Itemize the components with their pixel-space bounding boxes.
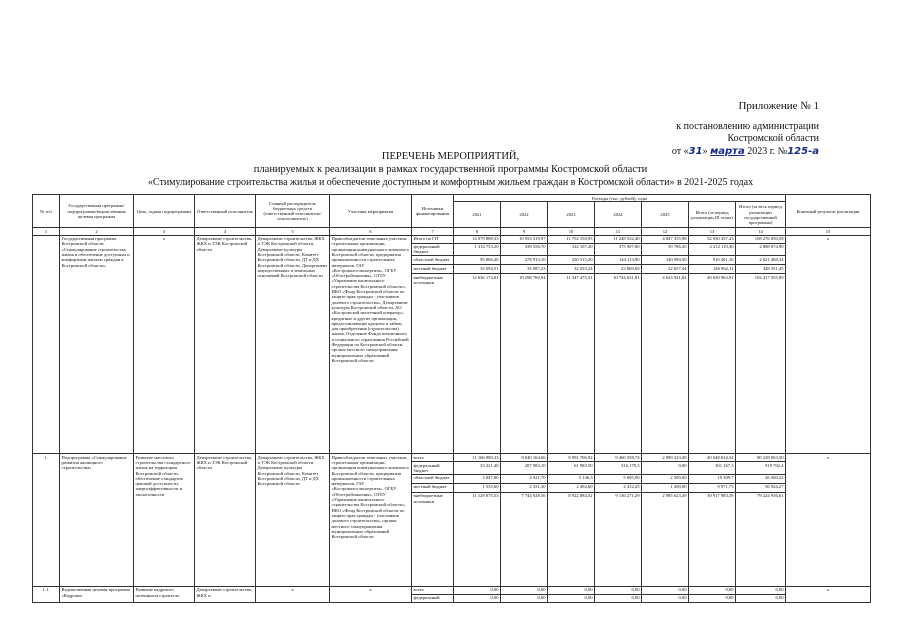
amount-cell: 301 167,3 (689, 462, 736, 475)
amount-cell: 122 107,20 (548, 243, 595, 256)
amount-cell: 0,00 (642, 462, 689, 475)
amount-cell: 287 983,10 (501, 462, 548, 475)
program-cell: Государственная программа Костромской области «Стимулирование строительства жилья и обеспечение доступным и комфортным жильем граждан в Костромской области» (60, 235, 134, 454)
funding-source-cell: областной бюджет (412, 256, 454, 265)
responsible-cell: Департамент строительства, ЖКХ и (195, 586, 256, 602)
manager-cell: х (256, 586, 330, 602)
amount-cell: 0,00 (736, 586, 786, 594)
amount-cell: 61 983,50 (548, 462, 595, 475)
amount-cell: 0,00 (642, 586, 689, 594)
amount-cell: 146 962,11 (689, 265, 736, 274)
column-number: 15 (786, 228, 871, 235)
amount-cell: 49 650 963,91 (689, 274, 736, 454)
table-row (33, 235, 871, 243)
amount-cell: 11 752 150,95 (548, 235, 595, 243)
amount-cell: 2 500,00 (642, 474, 689, 483)
row-number-cell: 1. (33, 454, 60, 587)
program-cell: Подпрограмма «Стимулирование развития жилищного строительства» (60, 454, 134, 587)
column-number: 5 (256, 228, 330, 235)
col-header-2022: 2022 (501, 202, 548, 228)
result-cell: х (786, 454, 871, 587)
result-cell: х (786, 235, 871, 454)
amount-cell: 1 200,00 (642, 483, 689, 492)
col-header-program: Государственная программа/подпрограмма/ведомственная целевая программа (60, 195, 134, 228)
col-header-2025: 2025 (642, 202, 689, 228)
amount-cell: 95 866,40 (454, 256, 501, 265)
column-number: 9 (501, 228, 548, 235)
amount-cell: 0,00 (501, 594, 548, 602)
manager-cell: Департамент строительства, ЖКХ и ТЭК Костромской области, Департамент культуры Костромской области, Комитет Костромской области, ДТ и ДХ Костромской области, Департамент имущественных и земельных отношений Костромской области (256, 235, 330, 454)
document-title: ПЕРЕЧЕНЬ МЕРОПРИЯТИЙ, (381, 151, 520, 162)
col-header-2021: 2021 (454, 202, 501, 228)
date-mid: » (702, 146, 711, 157)
amount-cell: 0,00 (548, 586, 595, 594)
document-subtitle-1: планируемых к реализации в рамках государственной программы Костромской области (253, 164, 648, 175)
amount-cell: 3 047,80 (454, 474, 501, 483)
responsible-cell: Департамент строительства, ЖКХ и ТЭК Костромской области (195, 454, 256, 587)
amount-cell: 23 869,69 (595, 265, 642, 274)
amount-cell: 40 648 634,34 (689, 454, 736, 462)
amount-cell: 11 347 475,31 (548, 274, 595, 454)
amount-cell: 79 224 936,61 (736, 492, 786, 586)
column-number: 14 (736, 228, 786, 235)
amount-cell: 348 351,45 (736, 265, 786, 274)
result-cell: х (786, 586, 871, 602)
funding-source-cell: областной бюджет (412, 474, 454, 483)
amount-cell: 9 460 558,74 (595, 454, 642, 462)
amount-cell: 8 991 706,92 (548, 454, 595, 462)
column-number: 6 (330, 228, 412, 235)
amount-cell: 39 917 983,39 (689, 492, 736, 586)
amount-cell: 56 924,27 (736, 483, 786, 492)
participants-cell: х (330, 586, 412, 602)
amount-cell: 144 113,90 (595, 256, 642, 265)
funding-source-cell: местный бюджет (412, 483, 454, 492)
amount-cell: 33 221,40 (454, 462, 501, 475)
amount-cell: 12 636 174,01 (454, 274, 501, 454)
col-header-no: № п/п (33, 195, 60, 228)
amount-cell: 9 971,75 (689, 483, 736, 492)
amount-cell: 0,00 (595, 586, 642, 594)
funding-source-cell: федеральный бюджет (412, 462, 454, 475)
amount-cell: 339 556,70 (501, 243, 548, 256)
program-cell: Ведомственная целевая программа «Кадровое (60, 586, 134, 602)
amount-cell: 2 331,30 (501, 483, 548, 492)
column-number: 8 (454, 228, 501, 235)
amount-cell: 375 907,00 (595, 243, 642, 256)
amount-cell: 11 166 880,33 (454, 454, 501, 462)
col-header-responsible: Ответственный исполнитель (195, 195, 256, 228)
participants-cell: Правообладатели земельных участков, строительные организации, организации коммунального комплекса Костромской области, предприятия промышленности строительных материалов, ГАУ «Костромагосэкспертиза», ОГБУ «Облстройзаказчик», ОГБУ «Управление капитального строительства Костромской области», НКО «Фонд Костромской области по защите прав граждан - участников долевого строительства», органы местного самоуправления муниципальных образований Костромской области (330, 454, 412, 587)
amount-cell: 5 695,90 (595, 474, 642, 483)
amount-cell: 19 309,7 (689, 474, 736, 483)
amount-cell: 108 276 050,58 (736, 235, 786, 243)
column-number: 12 (642, 228, 689, 235)
amount-cell: 32 253,24 (548, 265, 595, 274)
participants-cell: Правообладатели земельных участков, строительные организации, организации коммунального комплекса Костромской области, предприятия промышленности строительных материалов, ГАУ «Костромагосэкспертиза», ОГБУ «Облстройзаказчик», ОГБУ «Управление капитального строительства Костромской области», НКО «Фонд Костромской области по защите прав граждан - участников долевого строительства», Департамент культуры Костромской области, АО «Костромской ипотечный оператор», кредитные и другие организации, предоставляющие кредиты и займы для приобретения (строительства) жилья, Отделение Фонда пенсионного и социального страхования Российской Федерации по Костромской области, органы местного самоуправления муниципальных образований Костромской области (330, 235, 412, 454)
amount-cell: 250 515,20 (548, 256, 595, 265)
document-subtitle-2: «Стимулирование строительства жилья и обеспечение доступным и комфортным жильем граждан в Костромской области» в 2021-2025 годах (147, 177, 754, 188)
goal-cell: Развитие массового строительства стандартного жилья на территории Костромской области, обеспечение стандартов ценовой доступности, энергоэффективности и экологичности (134, 454, 195, 587)
amount-cell: 0,00 (501, 586, 548, 594)
amount-cell: 4 921,70 (501, 474, 548, 483)
amount-cell: 2 492,60 (548, 483, 595, 492)
amount-cell: 33 094,51 (454, 265, 501, 274)
col-header-2024: 2024 (595, 202, 642, 228)
column-number: 13 (689, 228, 736, 235)
col-header-result: Конечный результат реализации (786, 195, 871, 228)
row-number-cell: 1.1. (33, 586, 60, 602)
amount-cell: 0,00 (454, 594, 501, 602)
amount-cell: 2 621 468,34 (736, 256, 786, 265)
col-header-goal: Цель, задача подпрограммы (134, 195, 195, 228)
amount-cell: 9 136 271,29 (595, 492, 642, 586)
header-line-1: к постановлению администрации (676, 121, 819, 132)
amount-cell: 52 930 437,43 (689, 235, 736, 243)
table-row (33, 586, 871, 594)
funding-source-cell: федеральный бюджет (412, 243, 454, 256)
row-number-cell (33, 235, 60, 454)
amount-cell: 10 744 631,81 (595, 274, 642, 454)
amount-cell: 910 401,10 (689, 256, 736, 265)
column-number: 11 (595, 228, 642, 235)
col-header-manager: Главный распорядитель бюджетных средств (ответственный исполнитель/соисполнитель) (256, 195, 330, 228)
funding-source-cell: Итого по ГП (412, 235, 454, 243)
activities-table (32, 194, 871, 603)
amount-cell: 0,00 (642, 594, 689, 602)
col-header-participants: Участник мероприятия (330, 195, 412, 228)
amount-cell: 59 786,20 (642, 243, 689, 256)
column-number: 4 (195, 228, 256, 235)
amount-cell: 8 040 164,66 (501, 454, 548, 462)
amount-cell: 0,00 (689, 594, 736, 602)
amount-cell: 0,00 (595, 594, 642, 602)
funding-source-cell: федеральный (412, 594, 454, 602)
goal-cell: х (134, 235, 195, 454)
col-header-sources: Источники финансирования (412, 195, 454, 228)
goal-cell: Развитие кадрового потенциала строитель- (134, 586, 195, 602)
amount-cell: 26 500,22 (736, 474, 786, 483)
date-year: 2023 г. № (744, 146, 788, 157)
amount-cell: 2 212 110,30 (689, 243, 736, 256)
amount-cell: 5 146,3 (548, 474, 595, 483)
amount-cell: 2 888 874,90 (736, 243, 786, 256)
appendix-label: Приложение № 1 (738, 100, 819, 112)
col-header-totalall: Итого (за весь период реализации государственной программы) (736, 202, 786, 228)
amount-cell: 1 314 753,20 (454, 243, 501, 256)
manager-cell: Департамент строительства, ЖКХ и ТЭК Костромской области, Департамент культуры Костромской области, Комитет Костромской области, ДТ и ДХ Костромской области (256, 454, 330, 587)
funding-source-cell: внебюджетные источники (412, 274, 454, 454)
amount-cell: 80 228 063,50 (736, 454, 786, 462)
amount-cell: 0,00 (454, 586, 501, 594)
handwritten-number: 125-а (787, 146, 819, 157)
funding-source-cell: местный бюджет (412, 265, 454, 274)
amount-cell: 1 535,60 (454, 483, 501, 492)
amount-cell: 4 623 921,84 (642, 274, 689, 454)
amount-cell: 22 657,44 (642, 265, 689, 274)
date-prefix: от « (671, 146, 689, 157)
amount-cell: 0,00 (548, 594, 595, 602)
handwritten-month: марта (710, 146, 745, 157)
column-number: 1 (33, 228, 60, 235)
amount-cell: 7 744 928,56 (501, 492, 548, 586)
column-number-row (33, 228, 871, 235)
amount-cell: 10 298 760,94 (501, 274, 548, 454)
table-row (33, 454, 871, 462)
amount-cell: 140 990,50 (642, 256, 689, 265)
amount-cell: 278 913,10 (501, 256, 548, 265)
funding-source-cell: всего (412, 454, 454, 462)
funding-source-cell: внебюджетные источники (412, 492, 454, 586)
column-number: 3 (134, 228, 195, 235)
column-number: 2 (60, 228, 134, 235)
amount-cell: 2 412,25 (595, 483, 642, 492)
amount-cell: 14 079 888,33 (454, 235, 501, 243)
funding-source-cell: всего (412, 586, 454, 594)
responsible-cell: Департамент строительства, ЖКХ и ТЭК Костромской области (195, 235, 256, 454)
amount-cell: 0,00 (689, 586, 736, 594)
amount-cell: 0,00 (736, 594, 786, 602)
amount-cell: 2 985 623,49 (642, 492, 689, 586)
amount-cell: 4 847 355,98 (642, 235, 689, 243)
amount-cell: 102 417 355,89 (736, 274, 786, 454)
amount-cell: 10 953 319,97 (501, 235, 548, 243)
col-header-2023: 2023 (548, 202, 595, 228)
amount-cell: 2 989 323,49 (642, 454, 689, 462)
header-line-2: Костромской области (727, 133, 819, 144)
amount-cell: 11 129 075,53 (454, 492, 501, 586)
column-number: 10 (548, 228, 595, 235)
handwritten-day: 31 (688, 146, 703, 157)
column-number: 7 (412, 228, 454, 235)
amount-cell: 35 087,23 (501, 265, 548, 274)
amount-cell: 919 702,4 (736, 462, 786, 475)
amount-cell: 316 179,3 (595, 462, 642, 475)
col-header-expenses: Расходы (тыс. рублей), годы (454, 195, 786, 202)
col-header-total3: Итого (за период реализации III этапа) (689, 202, 736, 228)
amount-cell: 11 248 532,40 (595, 235, 642, 243)
amount-cell: 8 922 084,52 (548, 492, 595, 586)
